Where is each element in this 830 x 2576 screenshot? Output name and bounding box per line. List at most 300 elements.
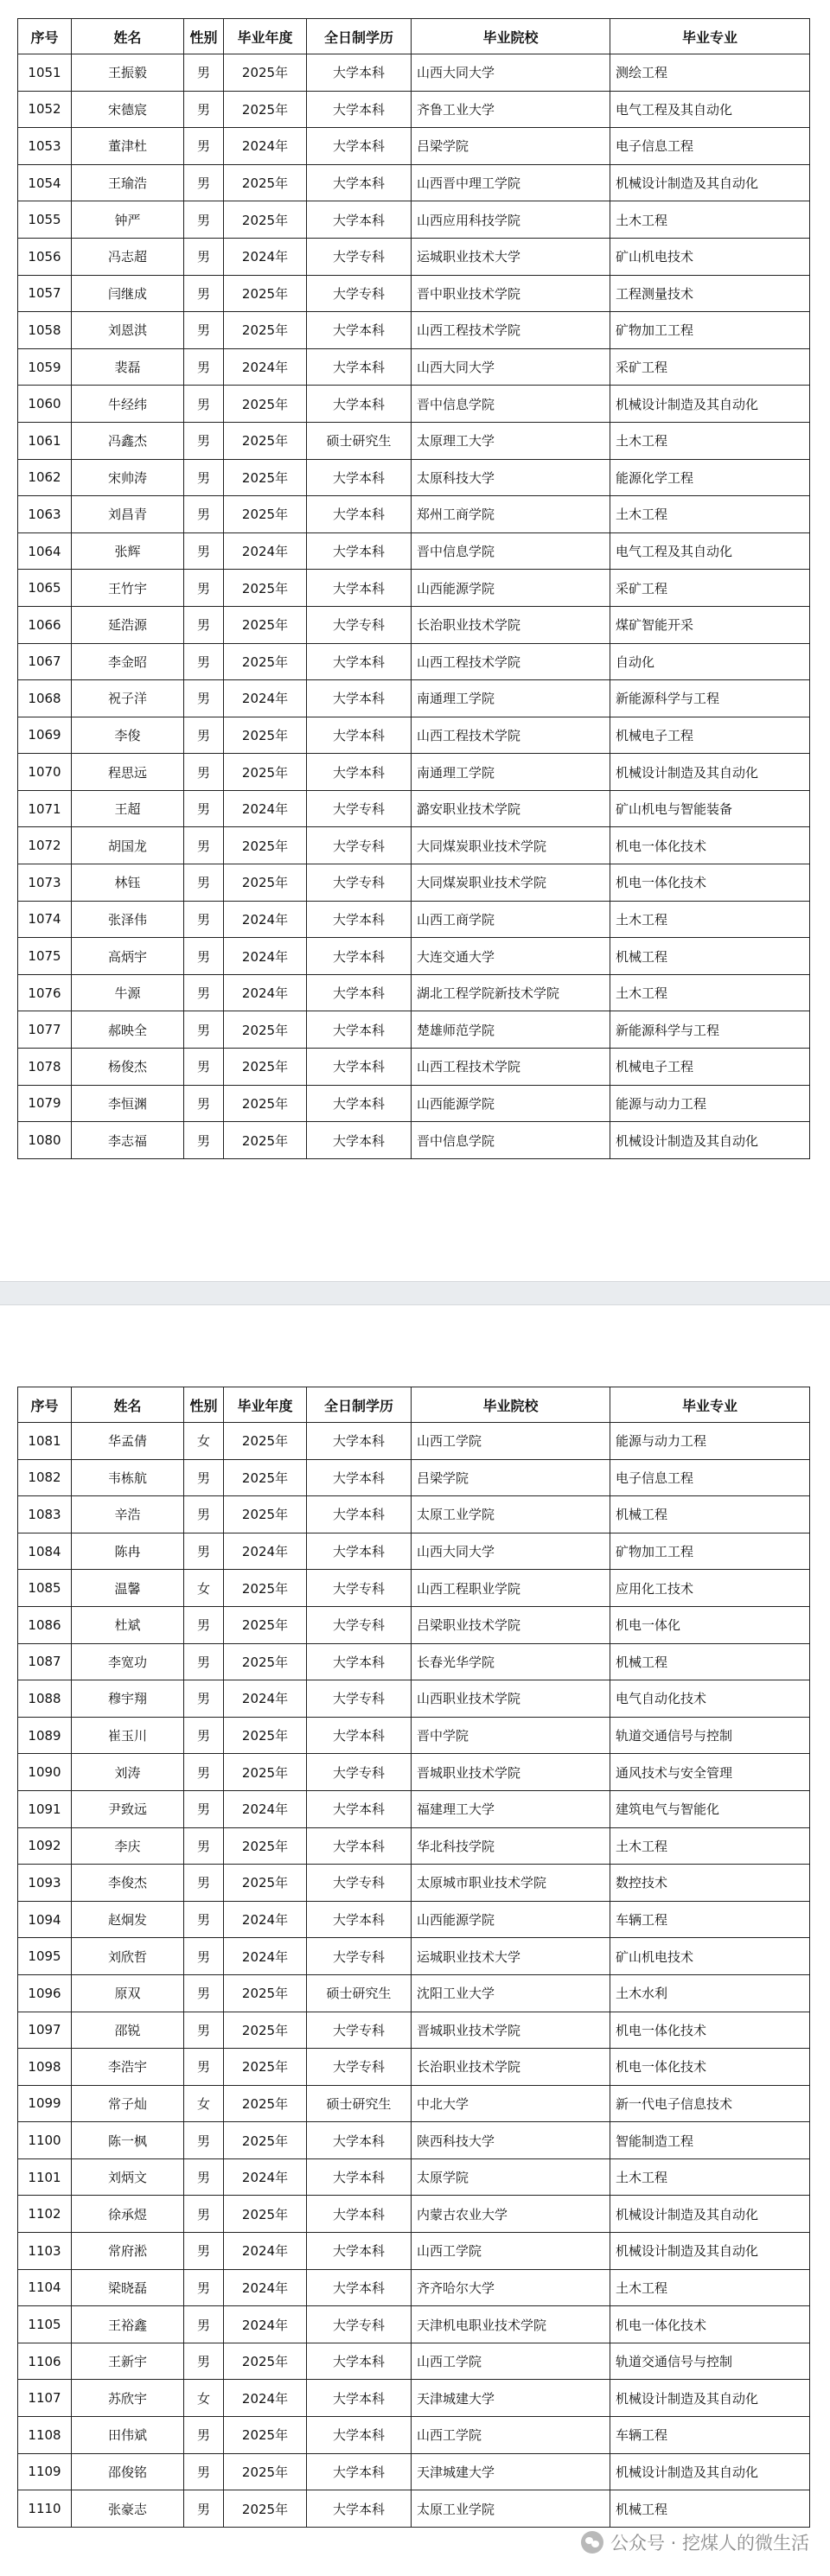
cell-index: 1062 [18, 459, 72, 496]
cell-major: 测绘工程 [610, 54, 810, 92]
cell-grad-year: 2025年 [224, 827, 307, 864]
cell-major: 机械电子工程 [610, 717, 810, 754]
table-row [18, 54, 810, 92]
table-row [18, 1827, 810, 1865]
cell-gender: 男 [184, 1717, 224, 1754]
table-row [18, 1049, 810, 1086]
cell-school: 太原学院 [412, 2158, 610, 2196]
cell-name: 王竹宇 [72, 570, 184, 607]
cell-education: 大学本科 [307, 2417, 412, 2454]
cell-major: 采矿工程 [610, 570, 810, 607]
cell-name: 李庆 [72, 1827, 184, 1865]
cell-education: 大学专科 [307, 1938, 412, 1975]
table-row [18, 1496, 810, 1533]
cell-school: 华北科技学院 [412, 1827, 610, 1865]
cell-school: 山西工程职业学院 [412, 1570, 610, 1607]
cell-index: 1068 [18, 680, 72, 717]
candidate-table-2 [17, 1387, 810, 2528]
cell-name: 田伟斌 [72, 2417, 184, 2454]
cell-index: 1093 [18, 1865, 72, 1902]
cell-school: 太原工业学院 [412, 1496, 610, 1533]
cell-education: 大学本科 [307, 2122, 412, 2159]
cell-major: 机械工程 [610, 2490, 810, 2528]
cell-name: 刘昌青 [72, 496, 184, 533]
cell-major: 机械设计制造及其自动化 [610, 164, 810, 201]
cell-education: 大学专科 [307, 827, 412, 864]
table-row [18, 386, 810, 423]
cell-name: 董津杜 [72, 128, 184, 165]
cell-school: 吕梁学院 [412, 128, 610, 165]
cell-school: 山西大同大学 [412, 348, 610, 386]
cell-name: 程思远 [72, 754, 184, 791]
cell-education: 大学本科 [307, 1827, 412, 1865]
cell-major: 能源化学工程 [610, 459, 810, 496]
table-row [18, 532, 810, 570]
cell-gender: 男 [184, 2122, 224, 2159]
cell-school: 山西工商学院 [412, 901, 610, 938]
cell-grad-year: 2024年 [224, 901, 307, 938]
cell-gender: 男 [184, 2049, 224, 2086]
cell-name: 苏欣宇 [72, 2380, 184, 2417]
cell-name: 钟严 [72, 201, 184, 239]
cell-grad-year: 2025年 [224, 606, 307, 643]
cell-education: 大学本科 [307, 312, 412, 349]
cell-school: 大同煤炭职业技术学院 [412, 827, 610, 864]
cell-major: 机电一体化技术 [610, 2012, 810, 2049]
cell-school: 山西大同大学 [412, 1533, 610, 1570]
cell-education: 大学本科 [307, 1011, 412, 1049]
cell-grad-year: 2024年 [224, 2158, 307, 2196]
cell-name: 冯志超 [72, 238, 184, 275]
table-row [18, 606, 810, 643]
cell-grad-year: 2025年 [224, 2453, 307, 2490]
table-row [18, 1570, 810, 1607]
cell-major: 机械设计制造及其自动化 [610, 754, 810, 791]
cell-education: 大学专科 [307, 606, 412, 643]
cell-index: 1076 [18, 974, 72, 1011]
cell-major: 机电一体化技术 [610, 864, 810, 902]
cell-grad-year: 2025年 [224, 1049, 307, 1086]
cell-gender: 男 [184, 2490, 224, 2528]
cell-name: 温馨 [72, 1570, 184, 1607]
cell-gender: 女 [184, 1423, 224, 1460]
cell-education: 大学本科 [307, 2158, 412, 2196]
cell-name: 牛源 [72, 974, 184, 1011]
cell-grad-year: 2024年 [224, 974, 307, 1011]
cell-school: 太原城市职业技术学院 [412, 1865, 610, 1902]
cell-index: 1052 [18, 91, 72, 128]
cell-grad-year: 2025年 [224, 422, 307, 459]
table-row [18, 1011, 810, 1049]
cell-school: 晋城职业技术学院 [412, 2012, 610, 2049]
cell-name: 王新宇 [72, 2343, 184, 2380]
cell-index: 1060 [18, 386, 72, 423]
cell-name: 郝映全 [72, 1011, 184, 1049]
cell-major: 通风技术与安全管理 [610, 1754, 810, 1791]
cell-name: 刘恩淇 [72, 312, 184, 349]
cell-education: 大学本科 [307, 938, 412, 975]
table-row [18, 1790, 810, 1827]
cell-school: 湖北工程学院新技术学院 [412, 974, 610, 1011]
cell-index: 1086 [18, 1606, 72, 1643]
table-row [18, 496, 810, 533]
table-row [18, 1122, 810, 1159]
header-school: 毕业院校 [412, 19, 610, 54]
cell-gender: 男 [184, 643, 224, 680]
cell-index: 1069 [18, 717, 72, 754]
cell-gender: 男 [184, 680, 224, 717]
cell-name: 刘欣哲 [72, 1938, 184, 1975]
cell-school: 山西能源学院 [412, 1085, 610, 1122]
cell-index: 1101 [18, 2158, 72, 2196]
table-row [18, 164, 810, 201]
table-row [18, 717, 810, 754]
cell-school: 山西大同大学 [412, 54, 610, 92]
cell-name: 李志福 [72, 1122, 184, 1159]
cell-index: 1087 [18, 1643, 72, 1680]
cell-school: 太原理工大学 [412, 422, 610, 459]
cell-index: 1089 [18, 1717, 72, 1754]
header-gender: 性别 [184, 19, 224, 54]
cell-education: 大学本科 [307, 2490, 412, 2528]
cell-gender: 男 [184, 312, 224, 349]
cell-name: 高炳宇 [72, 938, 184, 975]
table-row [18, 1717, 810, 1754]
cell-name: 李宽功 [72, 1643, 184, 1680]
cell-education: 大学本科 [307, 1122, 412, 1159]
cell-gender: 男 [184, 128, 224, 165]
cell-grad-year: 2025年 [224, 1570, 307, 1607]
cell-major: 车辆工程 [610, 1901, 810, 1938]
cell-school: 长治职业技术学院 [412, 2049, 610, 2086]
header-major: 毕业专业 [610, 19, 810, 54]
cell-education: 大学专科 [307, 864, 412, 902]
cell-name: 原双 [72, 1974, 184, 2012]
cell-school: 沈阳工业大学 [412, 1974, 610, 2012]
cell-grad-year: 2025年 [224, 2122, 307, 2159]
header-school: 毕业院校 [412, 1387, 610, 1423]
cell-name: 李恒渊 [72, 1085, 184, 1122]
cell-education: 大学本科 [307, 1049, 412, 1086]
cell-grad-year: 2025年 [224, 1865, 307, 1902]
cell-grad-year: 2025年 [224, 459, 307, 496]
cell-school: 吕梁职业技术学院 [412, 1606, 610, 1643]
cell-gender: 男 [184, 790, 224, 827]
cell-gender: 男 [184, 570, 224, 607]
cell-education: 大学本科 [307, 2233, 412, 2270]
cell-name: 胡国龙 [72, 827, 184, 864]
table-row [18, 1754, 810, 1791]
cell-grad-year: 2024年 [224, 790, 307, 827]
table-row [18, 864, 810, 902]
cell-gender: 男 [184, 2196, 224, 2233]
cell-grad-year: 2024年 [224, 128, 307, 165]
cell-grad-year: 2025年 [224, 2085, 307, 2122]
cell-school: 长治职业技术学院 [412, 606, 610, 643]
cell-grad-year: 2025年 [224, 1423, 307, 1460]
table-row [18, 790, 810, 827]
cell-school: 中北大学 [412, 2085, 610, 2122]
cell-school: 天津城建大学 [412, 2453, 610, 2490]
cell-major: 土木工程 [610, 1827, 810, 1865]
cell-name: 常子灿 [72, 2085, 184, 2122]
cell-education: 大学本科 [307, 1717, 412, 1754]
table-row [18, 1459, 810, 1496]
cell-grad-year: 2025年 [224, 1643, 307, 1680]
cell-gender: 男 [184, 2343, 224, 2380]
cell-major: 土木工程 [610, 974, 810, 1011]
cell-name: 杨俊杰 [72, 1049, 184, 1086]
cell-gender: 男 [184, 2453, 224, 2490]
cell-index: 1082 [18, 1459, 72, 1496]
header-name: 姓名 [72, 19, 184, 54]
cell-grad-year: 2024年 [224, 1938, 307, 1975]
cell-major: 自动化 [610, 643, 810, 680]
cell-name: 李俊杰 [72, 1865, 184, 1902]
cell-major: 轨道交通信号与控制 [610, 2343, 810, 2380]
cell-index: 1055 [18, 201, 72, 239]
cell-gender: 男 [184, 459, 224, 496]
cell-name: 邵锐 [72, 2012, 184, 2049]
cell-education: 大学本科 [307, 1533, 412, 1570]
header-index: 序号 [18, 1387, 72, 1423]
cell-major: 机械工程 [610, 1643, 810, 1680]
cell-education: 大学专科 [307, 2012, 412, 2049]
cell-school: 天津机电职业技术学院 [412, 2306, 610, 2343]
table-row [18, 348, 810, 386]
cell-major: 机械设计制造及其自动化 [610, 2380, 810, 2417]
cell-grad-year: 2025年 [224, 864, 307, 902]
cell-education: 大学本科 [307, 201, 412, 239]
cell-grad-year: 2024年 [224, 2269, 307, 2306]
cell-gender: 男 [184, 974, 224, 1011]
cell-education: 大学专科 [307, 275, 412, 312]
cell-name: 王振毅 [72, 54, 184, 92]
cell-major: 工程测量技术 [610, 275, 810, 312]
cell-name: 冯鑫杰 [72, 422, 184, 459]
cell-gender: 男 [184, 1938, 224, 1975]
cell-grad-year: 2025年 [224, 275, 307, 312]
cell-name: 尹致远 [72, 1790, 184, 1827]
cell-education: 大学本科 [307, 164, 412, 201]
cell-gender: 男 [184, 606, 224, 643]
table-row [18, 643, 810, 680]
cell-gender: 男 [184, 1011, 224, 1049]
cell-index: 1079 [18, 1085, 72, 1122]
cell-education: 大学专科 [307, 238, 412, 275]
cell-gender: 男 [184, 1865, 224, 1902]
cell-education: 大学本科 [307, 1085, 412, 1122]
table-row [18, 1974, 810, 2012]
watermark-text: 公众号 · 挖煤人的微生活 [610, 2533, 809, 2554]
cell-education: 大学专科 [307, 2049, 412, 2086]
cell-major: 建筑电气与智能化 [610, 1790, 810, 1827]
cell-major: 土木工程 [610, 422, 810, 459]
cell-gender: 男 [184, 496, 224, 533]
cell-education: 大学本科 [307, 459, 412, 496]
table-row [18, 1901, 810, 1938]
cell-index: 1081 [18, 1423, 72, 1460]
cell-school: 运城职业技术大学 [412, 1938, 610, 1975]
cell-major: 机电一体化技术 [610, 827, 810, 864]
cell-major: 机电一体化 [610, 1606, 810, 1643]
cell-school: 大同煤炭职业技术学院 [412, 864, 610, 902]
cell-name: 常府淞 [72, 2233, 184, 2270]
cell-education: 大学本科 [307, 91, 412, 128]
table-row [18, 1606, 810, 1643]
cell-grad-year: 2024年 [224, 680, 307, 717]
cell-education: 大学专科 [307, 1606, 412, 1643]
cell-index: 1058 [18, 312, 72, 349]
cell-grad-year: 2025年 [224, 201, 307, 239]
cell-major: 电气自动化技术 [610, 1680, 810, 1718]
cell-education: 大学专科 [307, 1754, 412, 1791]
cell-education: 大学本科 [307, 1790, 412, 1827]
cell-school: 太原工业学院 [412, 2490, 610, 2528]
cell-gender: 男 [184, 1496, 224, 1533]
cell-name: 王瑜浩 [72, 164, 184, 201]
cell-education: 大学本科 [307, 1901, 412, 1938]
table-row [18, 2453, 810, 2490]
cell-school: 山西工学院 [412, 2343, 610, 2380]
header-education: 全日制学历 [307, 19, 412, 54]
cell-name: 宋帅涛 [72, 459, 184, 496]
table-row [18, 680, 810, 717]
cell-index: 1091 [18, 1790, 72, 1827]
cell-index: 1063 [18, 496, 72, 533]
cell-education: 大学本科 [307, 128, 412, 165]
cell-grad-year: 2024年 [224, 2233, 307, 2270]
cell-name: 穆宇翔 [72, 1680, 184, 1718]
cell-education: 大学本科 [307, 1423, 412, 1460]
cell-index: 1064 [18, 532, 72, 570]
cell-major: 智能制造工程 [610, 2122, 810, 2159]
cell-major: 能源与动力工程 [610, 1423, 810, 1460]
table-row [18, 1423, 810, 1460]
cell-index: 1070 [18, 754, 72, 791]
cell-school: 晋城职业技术学院 [412, 1754, 610, 1791]
cell-education: 大学本科 [307, 974, 412, 1011]
cell-grad-year: 2025年 [224, 91, 307, 128]
cell-education: 大学本科 [307, 496, 412, 533]
cell-gender: 男 [184, 827, 224, 864]
cell-education: 大学本科 [307, 386, 412, 423]
cell-name: 梁晓磊 [72, 2269, 184, 2306]
cell-grad-year: 2025年 [224, 496, 307, 533]
table-row [18, 2122, 810, 2159]
cell-education: 大学专科 [307, 790, 412, 827]
cell-school: 山西职业技术学院 [412, 1680, 610, 1718]
cell-index: 1059 [18, 348, 72, 386]
cell-index: 1061 [18, 422, 72, 459]
cell-gender: 男 [184, 901, 224, 938]
cell-grad-year: 2025年 [224, 754, 307, 791]
cell-grad-year: 2025年 [224, 1717, 307, 1754]
cell-gender: 女 [184, 1570, 224, 1607]
cell-school: 南通理工学院 [412, 754, 610, 791]
cell-name: 宋德宸 [72, 91, 184, 128]
cell-gender: 男 [184, 1974, 224, 2012]
cell-education: 大学本科 [307, 348, 412, 386]
cell-grad-year: 2025年 [224, 1974, 307, 2012]
cell-school: 大连交通大学 [412, 938, 610, 975]
cell-index: 1088 [18, 1680, 72, 1718]
cell-major: 电子信息工程 [610, 1459, 810, 1496]
cell-grad-year: 2024年 [224, 1680, 307, 1718]
cell-index: 1072 [18, 827, 72, 864]
cell-school: 山西工程技术学院 [412, 717, 610, 754]
cell-education: 大学本科 [307, 2453, 412, 2490]
cell-index: 1106 [18, 2343, 72, 2380]
cell-major: 土木水利 [610, 1974, 810, 2012]
cell-education: 大学本科 [307, 717, 412, 754]
cell-gender: 男 [184, 1680, 224, 1718]
cell-school: 山西工学院 [412, 2233, 610, 2270]
cell-name: 李金昭 [72, 643, 184, 680]
cell-major: 机电一体化技术 [610, 2306, 810, 2343]
cell-major: 机械设计制造及其自动化 [610, 1122, 810, 1159]
table-row [18, 312, 810, 349]
cell-index: 1105 [18, 2306, 72, 2343]
cell-name: 闫继成 [72, 275, 184, 312]
cell-name: 华孟倩 [72, 1423, 184, 1460]
cell-major: 矿物加工工程 [610, 312, 810, 349]
page-separator [0, 1281, 830, 1305]
table-row [18, 901, 810, 938]
cell-gender: 男 [184, 532, 224, 570]
cell-index: 1054 [18, 164, 72, 201]
cell-gender: 男 [184, 386, 224, 423]
cell-index: 1074 [18, 901, 72, 938]
cell-education: 大学本科 [307, 570, 412, 607]
cell-name: 裴磊 [72, 348, 184, 386]
cell-school: 晋中学院 [412, 1717, 610, 1754]
cell-gender: 女 [184, 2380, 224, 2417]
cell-school: 南通理工学院 [412, 680, 610, 717]
candidate-table-1 [17, 18, 810, 1159]
cell-grad-year: 2025年 [224, 1122, 307, 1159]
cell-index: 1075 [18, 938, 72, 975]
table-row [18, 2380, 810, 2417]
table-row [18, 2269, 810, 2306]
cell-school: 福建理工大学 [412, 1790, 610, 1827]
cell-major: 机械设计制造及其自动化 [610, 2453, 810, 2490]
cell-major: 轨道交通信号与控制 [610, 1717, 810, 1754]
cell-education: 大学本科 [307, 1459, 412, 1496]
cell-gender: 男 [184, 1049, 224, 1086]
cell-gender: 男 [184, 1606, 224, 1643]
cell-education: 大学专科 [307, 1865, 412, 1902]
cell-grad-year: 2025年 [224, 1011, 307, 1049]
wechat-icon [581, 2531, 603, 2554]
cell-index: 1095 [18, 1938, 72, 1975]
cell-school: 山西工程技术学院 [412, 643, 610, 680]
cell-school: 吕梁学院 [412, 1459, 610, 1496]
header-major: 毕业专业 [610, 1387, 810, 1423]
cell-name: 陈冉 [72, 1533, 184, 1570]
watermark [581, 2529, 809, 2555]
cell-school: 郑州工商学院 [412, 496, 610, 533]
cell-gender: 男 [184, 422, 224, 459]
cell-major: 应用化工技术 [610, 1570, 810, 1607]
cell-grad-year: 2024年 [224, 1533, 307, 1570]
cell-gender: 男 [184, 2306, 224, 2343]
cell-education: 大学本科 [307, 532, 412, 570]
table-row [18, 1643, 810, 1680]
cell-index: 1110 [18, 2490, 72, 2528]
cell-gender: 男 [184, 938, 224, 975]
cell-gender: 男 [184, 1122, 224, 1159]
